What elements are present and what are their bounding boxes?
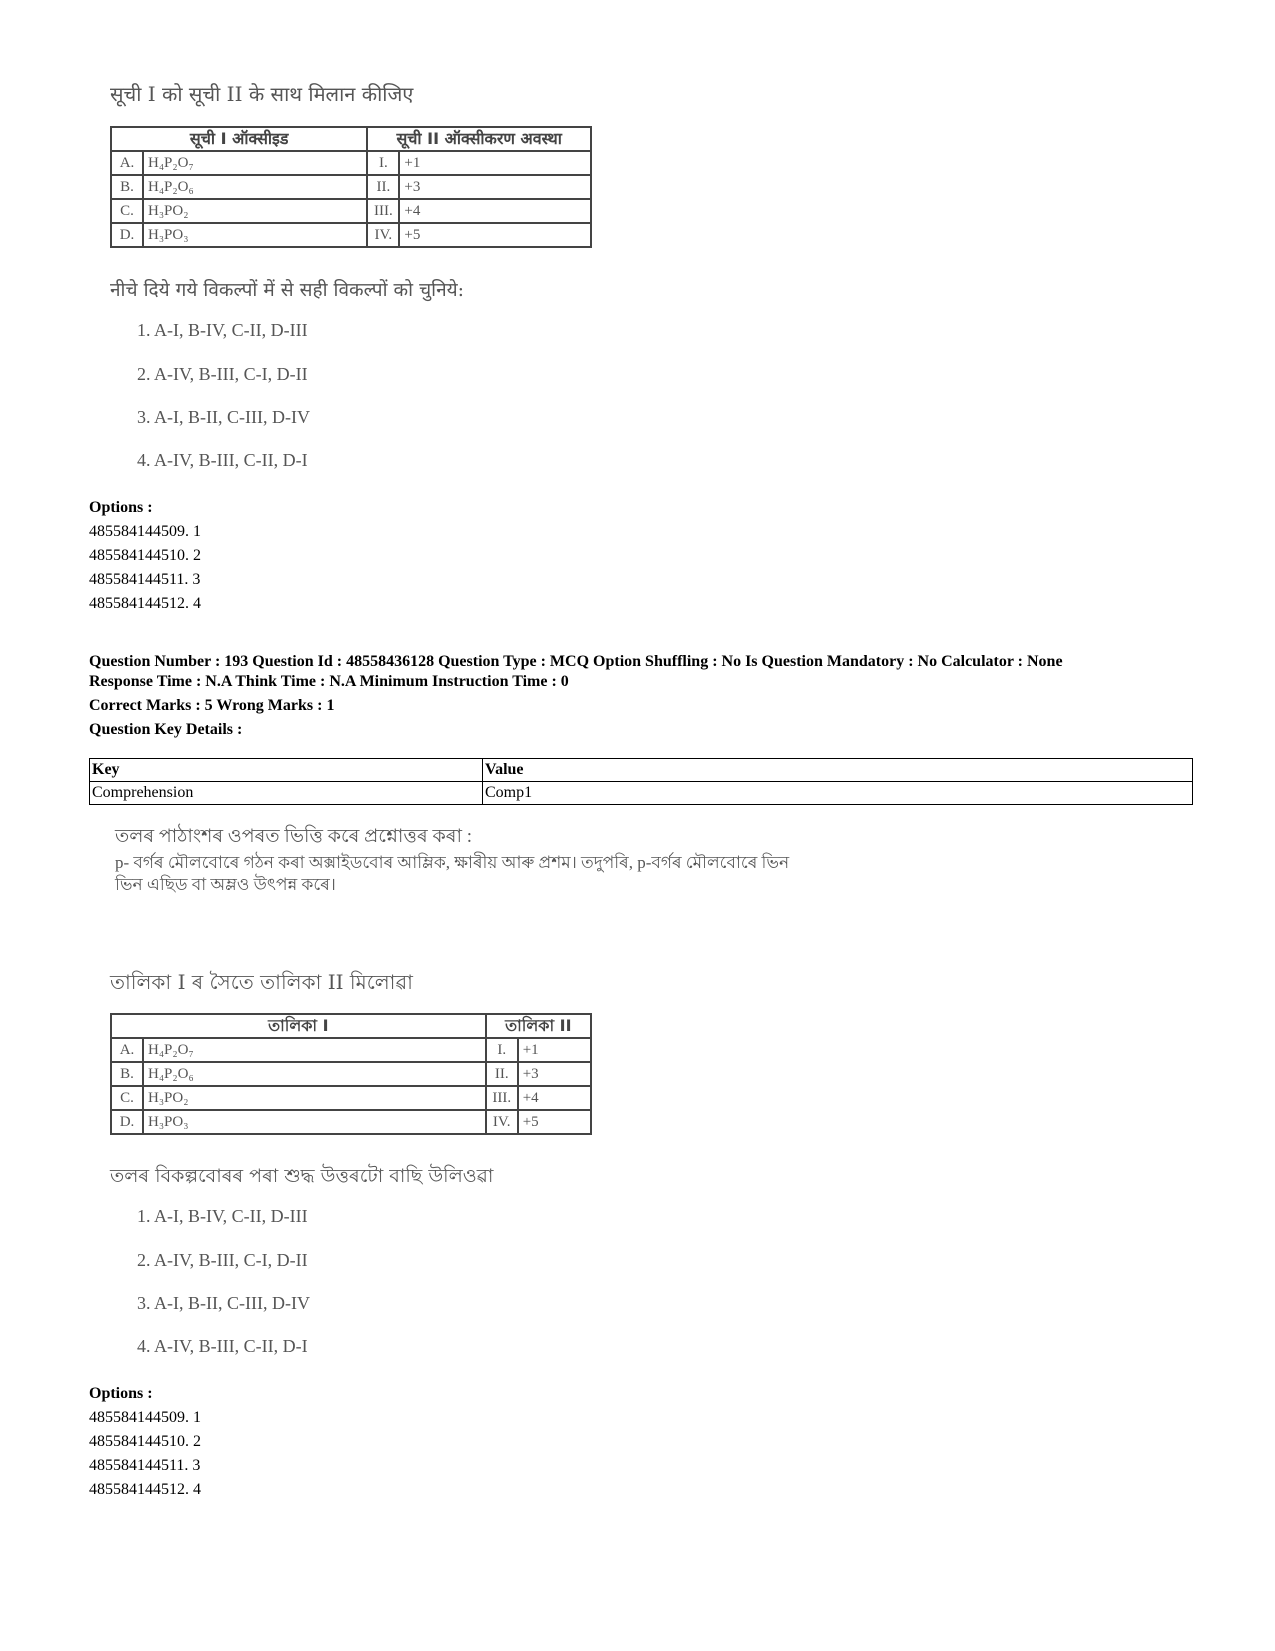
- question-meta-line2: Response Time : N.A Think Time : N.A Minimum Instruction Time : 0: [89, 673, 569, 690]
- block1-head-left: सूची I ऑक्सीइड: [111, 127, 367, 151]
- row-label: D.: [111, 1110, 143, 1134]
- question-marks: Correct Marks : 5 Wrong Marks : 1: [89, 697, 335, 714]
- table-row: [90, 782, 1193, 805]
- table-row: [111, 223, 591, 247]
- block1-choice-1: 1. A-I, B-IV, C-II, D-III: [137, 320, 308, 340]
- row-roman: III.: [486, 1086, 518, 1110]
- block1-option-1: 485584144509. 1: [89, 523, 201, 540]
- row-value: +1: [518, 1038, 591, 1062]
- block1-choice-2: 2. A-IV, B-III, C-I, D-II: [137, 364, 308, 384]
- row-compound: H₄P₂O₆: [143, 1062, 486, 1086]
- table-row: [111, 151, 591, 175]
- row-roman: IV.: [486, 1110, 518, 1134]
- block2-head-right: তালিকা II: [486, 1014, 591, 1038]
- row-roman: I.: [486, 1038, 518, 1062]
- block1-head-right: सूची II ऑक्सीकरण अवस्था: [367, 127, 591, 151]
- row-roman: I.: [367, 151, 399, 175]
- block2-title: তালিকা I ৰ সৈতে তালিকা II মিলোৱা: [110, 970, 413, 994]
- block1-option-2: 485584144510. 2: [89, 547, 201, 564]
- question-meta-line1: Question Number : 193 Question Id : 48558436128 Question Type : MCQ Option Shuffling : No Is Question Mandatory : No Calculator : None: [89, 653, 1063, 670]
- table-row: [111, 1110, 591, 1134]
- block1-options-label: Options :: [89, 499, 153, 516]
- block2-head-left: তালিকা I: [111, 1014, 486, 1038]
- block2-option-3: 485584144511. 3: [89, 1457, 201, 1474]
- table-row: [90, 759, 1193, 782]
- block2-choice-2: 2. A-IV, B-III, C-I, D-II: [137, 1250, 308, 1270]
- block2-instruction: তলৰ বিকল্পবোৰৰ পৰা শুদ্ধ উত্তৰটো বাছি উলিওৱা: [110, 1165, 494, 1187]
- block2-options-label: Options :: [89, 1385, 153, 1402]
- row-compound: H₄P₂O₆: [143, 175, 367, 199]
- row-roman: IV.: [367, 223, 399, 247]
- table-row: [111, 1038, 591, 1062]
- key-details-label: Question Key Details :: [89, 721, 243, 738]
- value-header: Value: [483, 759, 1193, 782]
- row-compound: H₃PO₂: [143, 199, 367, 223]
- row-roman: II.: [486, 1062, 518, 1086]
- block1-title: सूची I को सूची II के साथ मिलान कीजिए: [110, 82, 414, 106]
- row-compound: H₃PO₃: [143, 223, 367, 247]
- table-row: [111, 199, 591, 223]
- row-compound: H₄P₂O₇: [143, 151, 367, 175]
- block1-option-3: 485584144511. 3: [89, 571, 201, 588]
- block1-choice-4: 4. A-IV, B-III, C-II, D-I: [137, 450, 308, 470]
- row-label: A.: [111, 151, 143, 175]
- passage-line-1: p- বৰ্গৰ মৌলবোৰে গঠন কৰা অক্সাইডবোৰ আম্লিক, ক্ষাৰীয় আৰু প্ৰশম। তদুপৰি, p-বৰ্গৰ মৌলবোৰে ভিন: [115, 853, 790, 872]
- block2-option-4: 485584144512. 4: [89, 1481, 201, 1498]
- row-value: +4: [518, 1086, 591, 1110]
- row-compound: H₃PO₂: [143, 1086, 486, 1110]
- row-value: +4: [399, 199, 591, 223]
- row-value: +3: [518, 1062, 591, 1086]
- row-label: A.: [111, 1038, 143, 1062]
- row-label: D.: [111, 223, 143, 247]
- row-value: +5: [399, 223, 591, 247]
- row-label: B.: [111, 175, 143, 199]
- block2-choice-1: 1. A-I, B-IV, C-II, D-III: [137, 1206, 308, 1226]
- table-row: [111, 175, 591, 199]
- block2-option-1: 485584144509. 1: [89, 1409, 201, 1426]
- key-header: Key: [90, 759, 483, 782]
- table-row: [111, 1086, 591, 1110]
- table-row: [111, 1062, 591, 1086]
- block2-choice-3: 3. A-I, B-II, C-III, D-IV: [137, 1293, 310, 1313]
- row-label: C.: [111, 1086, 143, 1110]
- block2-option-2: 485584144510. 2: [89, 1433, 201, 1450]
- row-compound: H₃PO₃: [143, 1110, 486, 1134]
- row-value: +3: [399, 175, 591, 199]
- value-cell: Comp1: [483, 782, 1193, 805]
- block2-choice-4: 4. A-IV, B-III, C-II, D-I: [137, 1336, 308, 1356]
- row-value: +1: [399, 151, 591, 175]
- row-roman: III.: [367, 199, 399, 223]
- row-label: B.: [111, 1062, 143, 1086]
- block1-choice-3: 3. A-I, B-II, C-III, D-IV: [137, 407, 310, 427]
- passage-line-2: ভিন এছিড বা অম্লও উৎপন্ন কৰে।: [115, 875, 336, 894]
- row-compound: H₄P₂O₇: [143, 1038, 486, 1062]
- block1-instruction: नीचे दिये गये विकल्पों में से सही विकल्पों को चुनिये:: [110, 279, 465, 301]
- row-label: C.: [111, 199, 143, 223]
- row-value: +5: [518, 1110, 591, 1134]
- block2-match-table: [110, 1013, 592, 1135]
- passage-heading: তলৰ পাঠাংশৰ ওপৰত ভিত্তি কৰে প্ৰশ্নোত্তৰ কৰা :: [115, 826, 472, 847]
- row-roman: II.: [367, 175, 399, 199]
- key-cell: Comprehension: [90, 782, 483, 805]
- block1-option-4: 485584144512. 4: [89, 595, 201, 612]
- block1-match-table: [110, 126, 592, 248]
- key-details-table: [89, 758, 1193, 805]
